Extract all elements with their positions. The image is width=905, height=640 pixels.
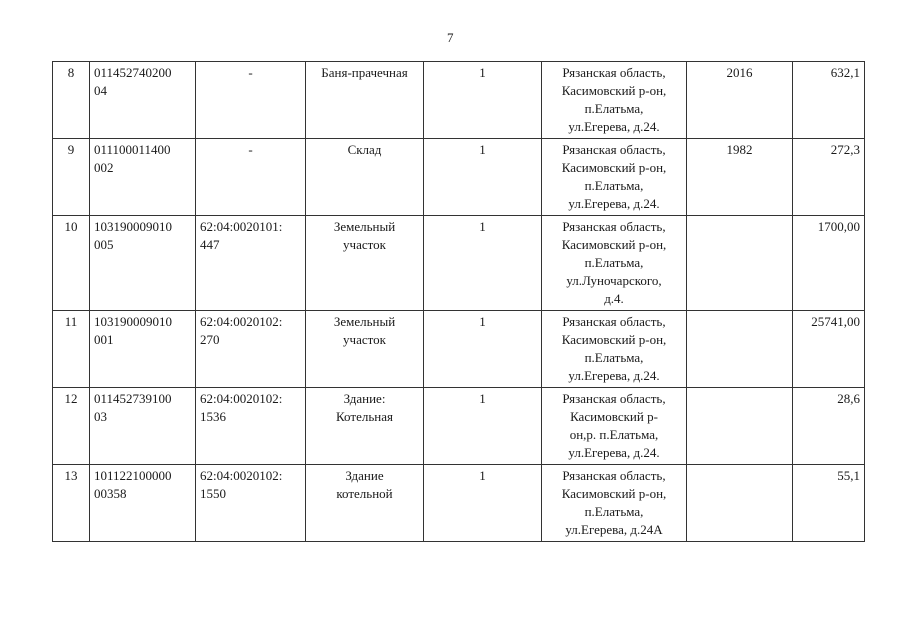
property-registry-table xyxy=(52,61,865,542)
year: 1982 xyxy=(726,142,753,157)
quantity: 1 xyxy=(479,65,486,80)
quantity: 1 xyxy=(479,468,486,483)
value: 272,3 xyxy=(830,142,860,157)
cadastral-number: 62:04:0020102: 1550 xyxy=(200,468,283,501)
quantity: 1 xyxy=(479,219,486,234)
address: Рязанская область, Касимовский р- он,р. п.Елатьма, ул.Егерева, д.24. xyxy=(562,391,666,460)
object-name: Земельный участок xyxy=(333,314,396,347)
row-number: 8 xyxy=(67,65,75,80)
cadastral-number: 62:04:0020102: 1536 xyxy=(200,391,283,424)
value: 25741,00 xyxy=(811,314,860,329)
inventory-code: 101122100000 00358 xyxy=(94,468,172,501)
inventory-code: 011452740200 04 xyxy=(94,65,172,98)
row-number: 9 xyxy=(67,142,75,157)
table-row xyxy=(53,139,865,216)
inventory-code: 011100011400 002 xyxy=(94,142,171,175)
row-number: 10 xyxy=(64,219,78,234)
address: Рязанская область, Касимовский р-он, п.Елатьма, ул.Егерева, д.24. xyxy=(561,65,667,134)
object-name: Здание котельной xyxy=(336,468,393,501)
row-number: 12 xyxy=(64,391,78,406)
row-number: 13 xyxy=(64,468,78,483)
inventory-code: 103190009010 001 xyxy=(94,314,172,347)
table-row xyxy=(53,388,865,465)
page-number: 7 xyxy=(447,30,454,45)
value: 1700,00 xyxy=(817,219,860,234)
row-number: 11 xyxy=(64,314,78,329)
inventory-code: 011452739100 03 xyxy=(94,391,172,424)
value: 55,1 xyxy=(837,468,860,483)
object-name: Баня-прачечная xyxy=(321,65,408,80)
object-name: Земельный участок xyxy=(333,219,396,252)
address: Рязанская область, Касимовский р-он, п.Елатьма, ул.Луночарского, д.4. xyxy=(561,219,667,306)
cadastral-number: - xyxy=(248,65,253,80)
quantity: 1 xyxy=(479,391,486,406)
inventory-code: 103190009010 005 xyxy=(94,219,172,252)
cadastral-number: 62:04:0020102: 270 xyxy=(200,314,283,347)
address: Рязанская область, Касимовский р-он, п.Елатьма, ул.Егерева, д.24. xyxy=(561,314,667,383)
address: Рязанская область, Касимовский р-он, п.Елатьма, ул.Егерева, д.24. xyxy=(561,142,667,211)
table-row xyxy=(53,62,865,139)
quantity: 1 xyxy=(479,314,486,329)
object-name: Склад xyxy=(347,142,382,157)
address: Рязанская область, Касимовский р-он, п.Елатьма, ул.Егерева, д.24А xyxy=(561,468,667,537)
quantity: 1 xyxy=(479,142,486,157)
value: 28,6 xyxy=(837,391,860,406)
cadastral-number: - xyxy=(248,142,253,157)
table-row xyxy=(53,311,865,388)
object-name: Здание: Котельная xyxy=(336,391,393,424)
value: 632,1 xyxy=(830,65,860,80)
table-row xyxy=(53,465,865,542)
year: 2016 xyxy=(726,65,753,80)
cadastral-number: 62:04:0020101: 447 xyxy=(200,219,283,252)
table-row xyxy=(53,216,865,311)
